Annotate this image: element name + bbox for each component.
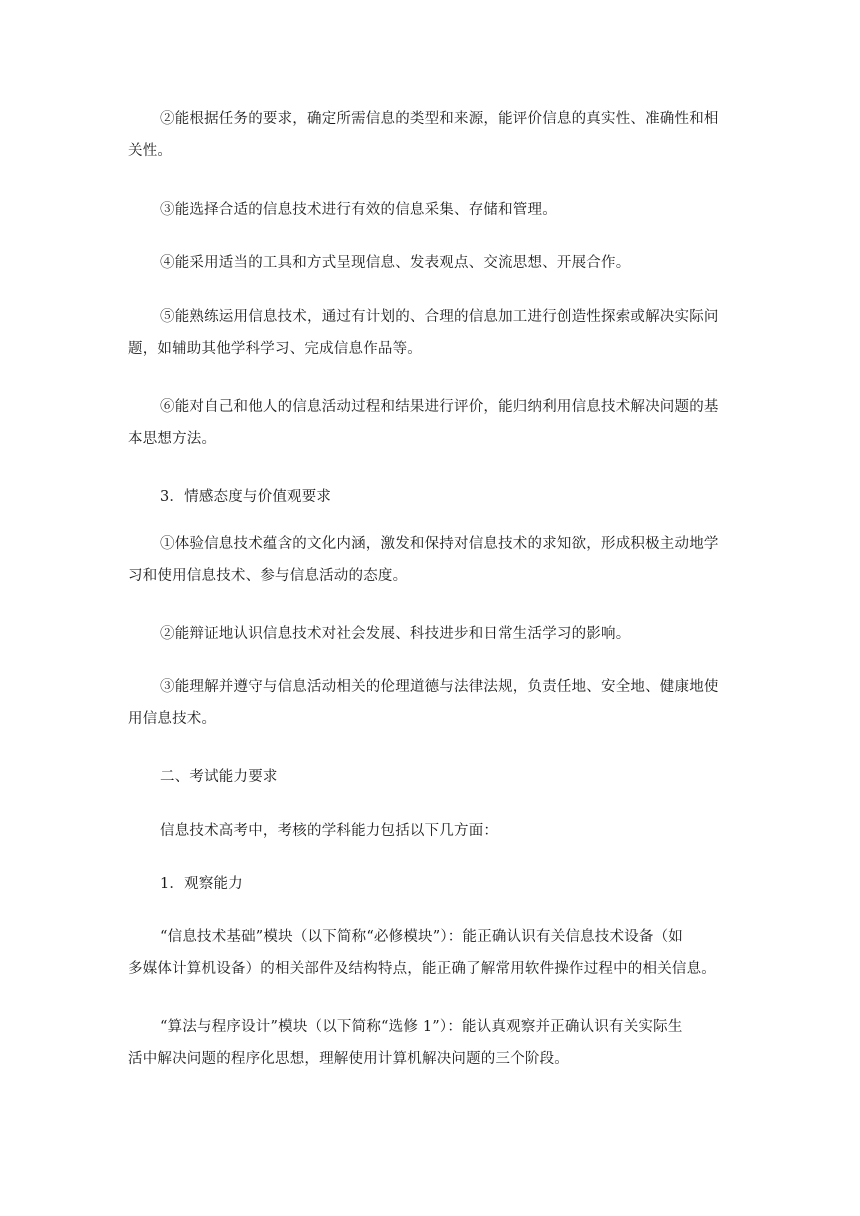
paragraph-line: “信息技术基础”模块（以下简称“必修模块”）：能正确认识有关信息技术设备（如 (160, 929, 683, 945)
paragraph-line: 多媒体计算机设备）的相关部件及结构特点，能正确了解常用软件操作过程中的相关信息。 (128, 961, 716, 977)
paragraph-line: ②能根据任务的要求，确定所需信息的类型和来源，能评价信息的真实性、准确性和相 (160, 111, 719, 127)
paragraph-module-algorithm (128, 1011, 740, 1075)
paragraph-line: ②能辩证地认识信息技术对社会发展、科技进步和日常生活学习的影响。 (160, 626, 631, 642)
heading-text: 1．观察能力 (160, 876, 243, 892)
paragraph-attitude-2 (128, 618, 740, 650)
section-heading-exam-ability (128, 761, 740, 793)
paragraph-line: ①体验信息技术蕴含的文化内涵，激发和保持对信息技术的求知欲，形成积极主动地学 (160, 536, 719, 552)
paragraph-line: ③能选择合适的信息技术进行有效的信息采集、存储和管理。 (160, 202, 557, 218)
heading-text: 3．情感态度与价值观要求 (160, 489, 332, 505)
paragraph-attitude-1 (128, 528, 740, 592)
subheading-observe (128, 868, 740, 900)
paragraph-line: “算法与程序设计”模块（以下简称“选修 1”）：能认真观察并正确认识有关实际生 (160, 1019, 683, 1035)
section-heading-attitude (128, 481, 740, 513)
paragraph-skill-3 (128, 194, 740, 226)
paragraph-line: 用信息技术。 (128, 711, 217, 727)
heading-text: 二、考试能力要求 (160, 769, 278, 785)
paragraph-line: 题，如辅助其他学科学习、完成信息作品等。 (128, 341, 422, 357)
paragraph-line: ③能理解并遵守与信息活动相关的伦理道德与法律法规，负责任地、安全地、健康地使 (160, 679, 719, 695)
paragraph-line: 关性。 (128, 143, 173, 159)
paragraph-attitude-3 (128, 671, 740, 735)
paragraph-line: 本思想方法。 (128, 431, 217, 447)
paragraph-line: ⑤能熟练运用信息技术，通过有计划的、合理的信息加工进行创造性探索或解决实际问 (160, 309, 719, 325)
paragraph-skill-5 (128, 301, 740, 365)
paragraph-intro (128, 815, 740, 847)
paragraph-line: 信息技术高考中，考核的学科能力包括以下几方面： (160, 823, 499, 839)
paragraph-skill-4 (128, 247, 740, 279)
paragraph-line: ④能采用适当的工具和方式呈现信息、发表观点、交流思想、开展合作。 (160, 255, 631, 271)
paragraph-line: 活中解决问题的程序化思想，理解使用计算机解决问题的三个阶段。 (128, 1051, 569, 1067)
paragraph-skill-2 (128, 103, 740, 167)
paragraph-module-basic (128, 921, 740, 985)
paragraph-line: 习和使用信息技术、参与信息活动的态度。 (128, 568, 408, 584)
paragraph-skill-6 (128, 391, 740, 455)
paragraph-line: ⑥能对自己和他人的信息活动过程和结果进行评价，能归纳利用信息技术解决问题的基 (160, 399, 719, 415)
